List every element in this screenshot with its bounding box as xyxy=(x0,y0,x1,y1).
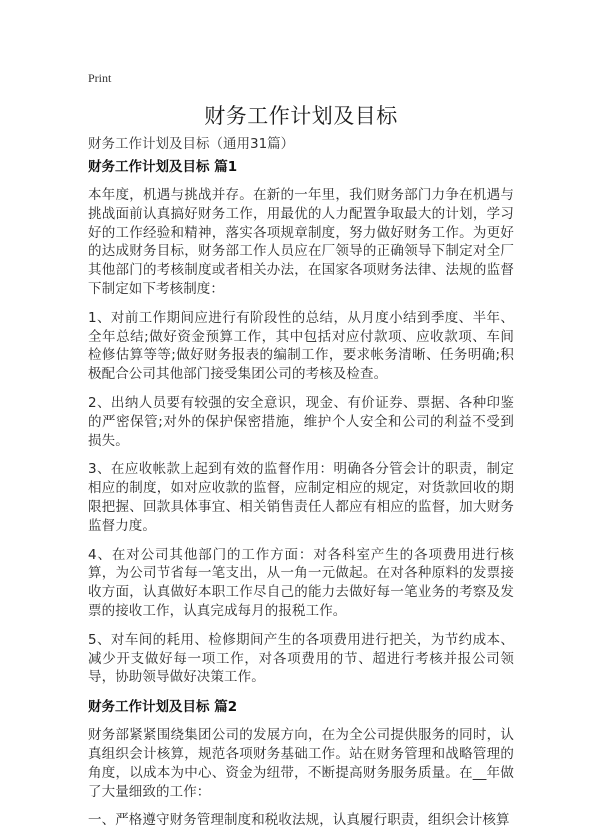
paragraph: 财务部紧紧围绕集团公司的发展方向，在为全公司提供服务的同时，认真组织会计核算，规范各项财务基础工作。站在财务管理和战略管理的角度，以成本为中心、资金为纽带，不断提高财务服务质量。在__年做了大量细致的工作： xyxy=(88,727,514,800)
paragraph: 2、出纳人员要有较强的安全意识，现金、有价证券、票据、各种印鉴的严密保管;对外的保护保密措施，维护个人安全和公司的利益不受到损失。 xyxy=(88,394,514,449)
section-heading: 财务工作计划及目标 篇1 xyxy=(88,159,238,175)
paragraph: 4、在对公司其他部门的工作方面：对各科室产生的各项费用进行核算，为公司节省每一笔支出，从一角一元做起。在对各种原料的发票接收方面，认真做好本职工作尽自己的能力去做好每一笔业务的考察及发票的接收工作，认真完成每月的报税工作。 xyxy=(88,546,514,619)
document-title: 财务工作计划及目标 xyxy=(204,104,398,128)
paragraph: 5、对车间的耗用、检修期间产生的各项费用进行把关，为节约成本、减少开支做好每一项工作，对各项费用的节、超进行考核并报公司领导，协助领导做好决策工作。 xyxy=(88,631,514,686)
document-body xyxy=(88,157,514,840)
section-1 xyxy=(88,157,514,687)
paragraph: 本年度，机遇与挑战并存。在新的一年里，我们财务部门力争在机遇与挑战面前认真搞好财务工作，用最优的人力配置争取最大的计划，学习好的工作经验和精神，落实各项规章制度，努力做好财务工作。为更好的达成财务目标，财务部工作人员应在厂领导的正确领导下制定对全厂其他部门的考核制度或者相关办法，在国家各项财务法律、法规的监督下制定如下考核制度： xyxy=(88,187,514,297)
document-subtitle: 财务工作计划及目标（通用31篇） xyxy=(88,136,295,152)
section-2 xyxy=(88,697,514,830)
print-label: Print xyxy=(88,71,112,85)
paragraph: 1、对前工作期间应进行有阶段性的总结，从月度小结到季度、半年、全年总结;做好资金预算工作，其中包括对应付款项、应收款项、车间检修估算等等;做好财务报表的编制工作，要求帐务清晰、任务明确;积极配合公司其他部门接受集团公司的考核及检查。 xyxy=(88,309,514,383)
section-heading: 财务工作计划及目标 篇2 xyxy=(88,699,238,716)
paragraph: 3、在应收帐款上起到有效的监督作用：明确各分管会计的职责，制定相应的制度，如对应收款的监督，应制定相应的规定，对货款回收的期限把握、回款具体事宜、相关销售责任人都应有相应的监督，加大财务监督力度。 xyxy=(88,461,514,534)
paragraph: 一、严格遵守财务管理制度和税收法规，认真履行职责，组织会计核算 xyxy=(88,812,510,829)
